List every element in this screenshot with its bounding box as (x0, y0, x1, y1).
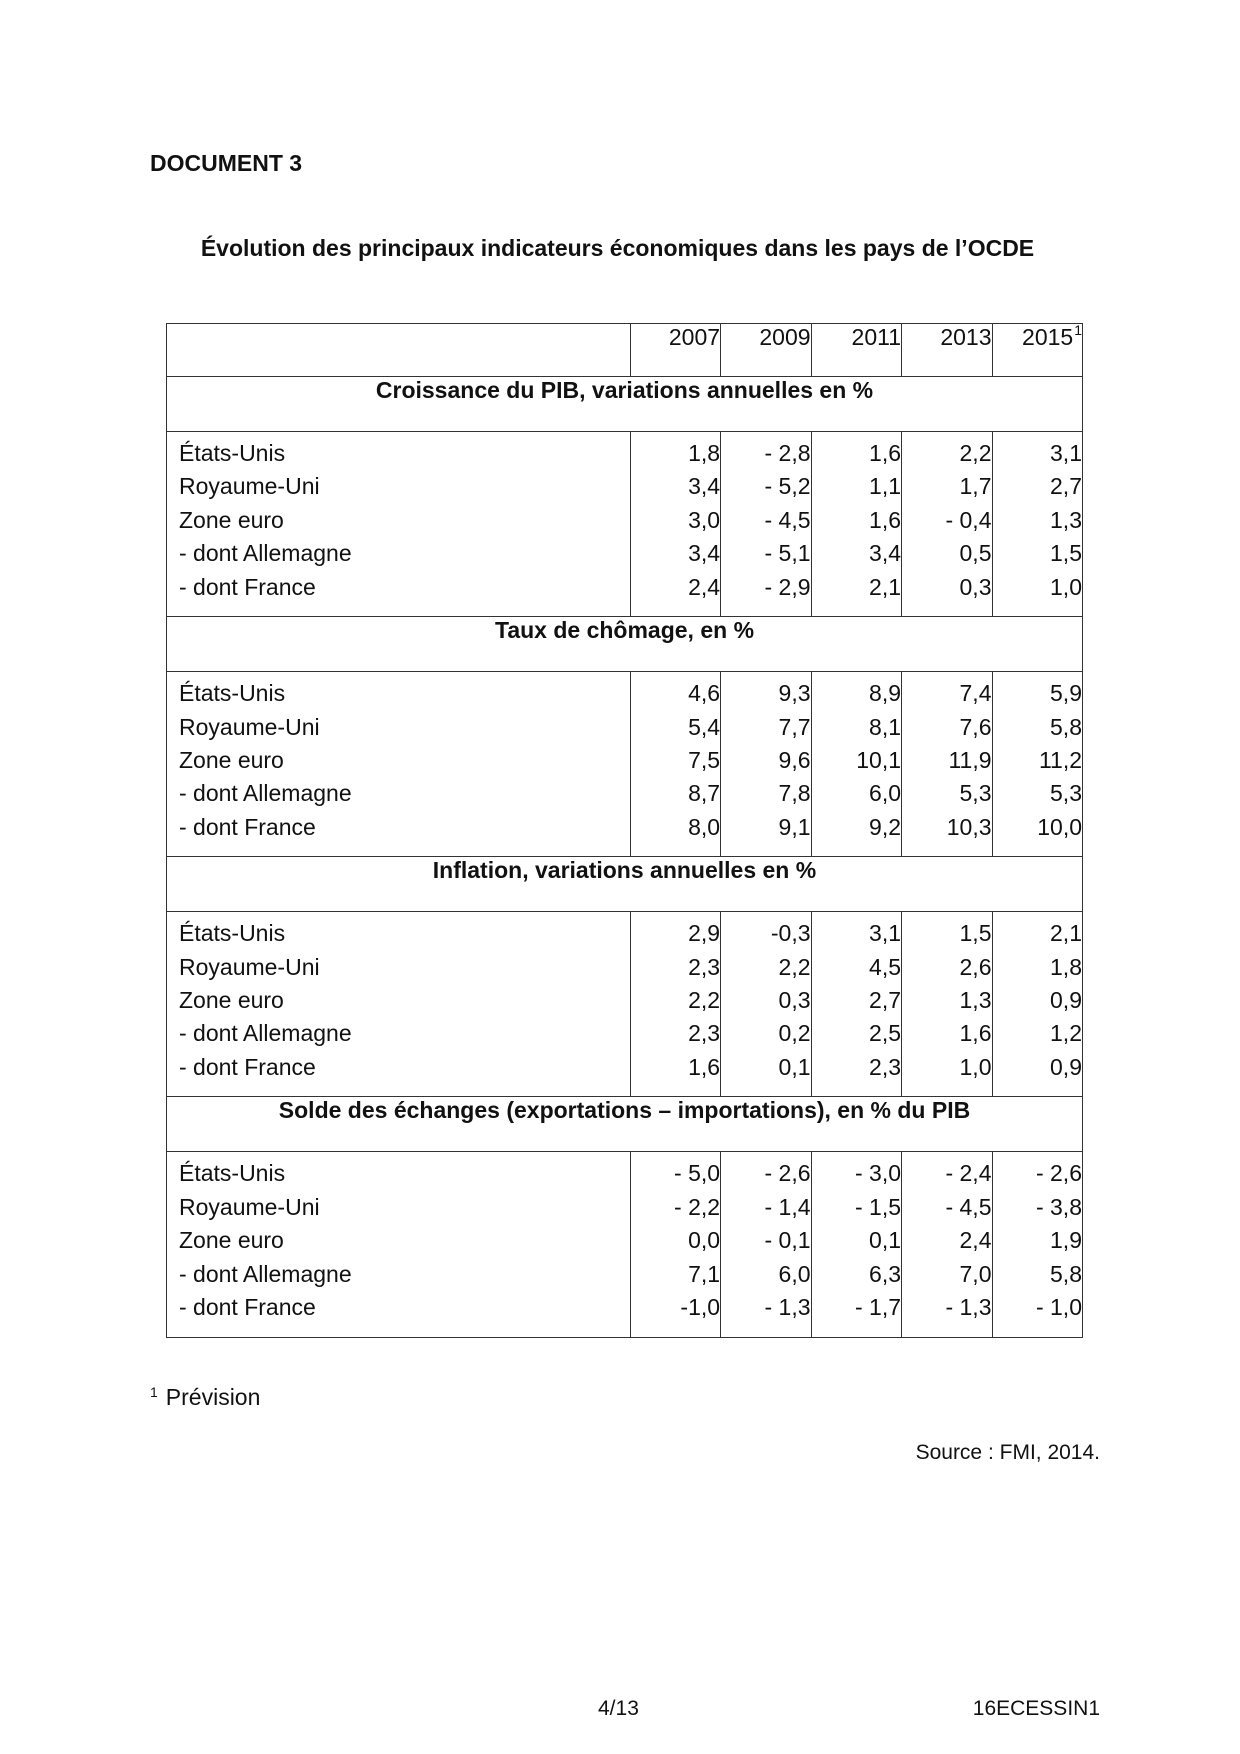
value-cell: 0,0 (630, 1224, 720, 1257)
value-cell: 3,1 (811, 912, 901, 951)
table-row (167, 1258, 1083, 1291)
value-cell: 2,1 (811, 571, 901, 617)
table-row (167, 951, 1083, 984)
value-cell: 1,0 (992, 571, 1083, 617)
value-cell: 2,5 (811, 1017, 901, 1050)
value-cell: 1,3 (992, 504, 1083, 537)
value-cell: 7,1 (630, 1258, 720, 1291)
value-cell: - 1,5 (811, 1191, 901, 1224)
value-cell: 5,3 (992, 777, 1083, 810)
value-cell: 2,2 (630, 984, 720, 1017)
value-cell: 9,1 (721, 811, 811, 857)
value-cell: 5,8 (992, 711, 1083, 744)
table-row (167, 984, 1083, 1017)
value-cell: 4,6 (630, 672, 720, 711)
table-row (167, 537, 1083, 570)
value-cell: 0,1 (721, 1051, 811, 1097)
value-cell: -1,0 (630, 1291, 720, 1337)
footnote-ref-mark: 1 (1074, 322, 1082, 338)
value-cell: - 2,9 (721, 571, 811, 617)
year-label: 2009 (759, 324, 811, 350)
table-row (167, 504, 1083, 537)
value-cell: 7,7 (721, 711, 811, 744)
value-cell: - 1,0 (992, 1291, 1083, 1337)
table-row (167, 777, 1083, 810)
header-empty-cell (167, 324, 631, 377)
footnote (150, 1384, 260, 1411)
value-cell: 6,0 (721, 1258, 811, 1291)
row-label-cell: Royaume-Uni (167, 470, 631, 503)
value-cell: 2,3 (630, 951, 720, 984)
table-row (167, 571, 1083, 617)
value-cell: 0,3 (721, 984, 811, 1017)
value-cell: 1,8 (992, 951, 1083, 984)
value-cell: 8,0 (630, 811, 720, 857)
value-cell: 3,4 (811, 537, 901, 570)
row-label-cell: - dont France (167, 1051, 631, 1097)
value-cell: 5,4 (630, 711, 720, 744)
value-cell: 9,3 (721, 672, 811, 711)
value-cell: 1,8 (630, 432, 720, 471)
value-cell: 3,0 (630, 504, 720, 537)
table-row (167, 744, 1083, 777)
value-cell: 5,8 (992, 1258, 1083, 1291)
row-label-cell: États-Unis (167, 432, 631, 471)
footnote-mark: 1 (150, 1384, 158, 1400)
value-cell: 1,7 (902, 470, 992, 503)
section-heading-row (167, 1097, 1083, 1152)
row-label-cell: États-Unis (167, 912, 631, 951)
table-row (167, 1152, 1083, 1191)
value-cell: 7,5 (630, 744, 720, 777)
value-cell: 11,9 (902, 744, 992, 777)
value-cell: - 4,5 (721, 504, 811, 537)
value-cell: - 0,4 (902, 504, 992, 537)
value-cell: - 1,7 (811, 1291, 901, 1337)
value-cell: 2,7 (992, 470, 1083, 503)
table-row (167, 811, 1083, 857)
value-cell: 0,1 (811, 1224, 901, 1257)
year-label: 2007 (668, 324, 721, 350)
section-heading-row (167, 857, 1083, 912)
value-cell: 9,2 (811, 811, 901, 857)
value-cell: 8,9 (811, 672, 901, 711)
value-cell: - 5,2 (721, 470, 811, 503)
row-label-cell: Zone euro (167, 504, 631, 537)
value-cell: - 1,4 (721, 1191, 811, 1224)
value-cell: 1,6 (811, 432, 901, 471)
value-cell: 2,3 (811, 1051, 901, 1097)
value-cell: 10,1 (811, 744, 901, 777)
value-cell: 1,0 (902, 1051, 992, 1097)
section-heading: Solde des échanges (exportations – importations), en % du PIB (167, 1097, 1083, 1152)
table-row (167, 672, 1083, 711)
value-cell: 0,3 (902, 571, 992, 617)
value-cell: 7,8 (721, 777, 811, 810)
document-label: DOCUMENT 3 (150, 150, 303, 176)
document-code: 16ECESSIN1 (972, 1697, 1100, 1720)
value-cell: - 5,0 (630, 1152, 720, 1191)
table-row (167, 432, 1083, 471)
value-cell: 0,2 (721, 1017, 811, 1050)
row-label-cell: - dont Allemagne (167, 537, 631, 570)
row-label-cell: - dont France (167, 811, 631, 857)
year-header-cell (902, 324, 992, 377)
value-cell: 2,2 (721, 951, 811, 984)
value-cell: 3,1 (992, 432, 1083, 471)
value-cell: 2,9 (630, 912, 720, 951)
value-cell: 1,5 (902, 912, 992, 951)
value-cell: - 2,6 (721, 1152, 811, 1191)
source-note: Source : FMI, 2014. (915, 1441, 1100, 1464)
value-cell: 2,4 (630, 571, 720, 617)
value-cell: - 0,1 (721, 1224, 811, 1257)
year-label: 2011 (851, 324, 902, 350)
value-cell: 1,9 (992, 1224, 1083, 1257)
value-cell: 2,7 (811, 984, 901, 1017)
row-label-cell: États-Unis (167, 672, 631, 711)
value-cell: -0,3 (721, 912, 811, 951)
indicators-table (166, 323, 1083, 1338)
row-label-cell: - dont Allemagne (167, 1017, 631, 1050)
header-row (167, 324, 1083, 377)
value-cell: 8,1 (811, 711, 901, 744)
value-cell: 6,3 (811, 1258, 901, 1291)
row-label-cell: - dont France (167, 571, 631, 617)
value-cell: 1,6 (630, 1051, 720, 1097)
value-cell: 2,1 (992, 912, 1083, 951)
year-header-cell (811, 324, 901, 377)
section-heading: Croissance du PIB, variations annuelles en % (167, 377, 1083, 432)
row-label-cell: Zone euro (167, 1224, 631, 1257)
row-label-cell: - dont Allemagne (167, 777, 631, 810)
row-label-cell: - dont France (167, 1291, 631, 1337)
year-header-cell (630, 324, 720, 377)
section-heading: Inflation, variations annuelles en % (167, 857, 1083, 912)
row-label-cell: Royaume-Uni (167, 951, 631, 984)
value-cell: 2,2 (902, 432, 992, 471)
value-cell: 5,3 (902, 777, 992, 810)
row-label-cell: Royaume-Uni (167, 711, 631, 744)
value-cell: 9,6 (721, 744, 811, 777)
table-row (167, 1051, 1083, 1097)
document-title: Évolution des principaux indicateurs économiques dans les pays de l’OCDE (200, 235, 1035, 261)
value-cell: 0,9 (992, 1051, 1083, 1097)
row-label-cell: - dont Allemagne (167, 1258, 631, 1291)
table-row (167, 1291, 1083, 1337)
row-label-cell: Zone euro (167, 984, 631, 1017)
value-cell: - 3,0 (811, 1152, 901, 1191)
table-row (167, 470, 1083, 503)
value-cell: - 1,3 (902, 1291, 992, 1337)
value-cell: 1,2 (992, 1017, 1083, 1050)
value-cell: - 2,2 (630, 1191, 720, 1224)
row-label-cell: Zone euro (167, 744, 631, 777)
table-row (167, 1017, 1083, 1050)
value-cell: 1,6 (811, 504, 901, 537)
value-cell: 5,9 (992, 672, 1083, 711)
year-header-cell (721, 324, 811, 377)
value-cell: - 2,4 (902, 1152, 992, 1191)
value-cell: 10,0 (992, 811, 1083, 857)
value-cell: 1,3 (902, 984, 992, 1017)
value-cell: 11,2 (992, 744, 1083, 777)
value-cell: - 2,8 (721, 432, 811, 471)
value-cell: 1,1 (811, 470, 901, 503)
value-cell: - 2,6 (992, 1152, 1083, 1191)
year-label: 2013 (940, 324, 992, 350)
value-cell: 4,5 (811, 951, 901, 984)
value-cell: 7,0 (902, 1258, 992, 1291)
page-number: 4/13 (598, 1697, 639, 1720)
value-cell: - 5,1 (721, 537, 811, 570)
section-heading-row (167, 377, 1083, 432)
table-row (167, 711, 1083, 744)
value-cell: 1,6 (902, 1017, 992, 1050)
year-header-cell (992, 324, 1083, 377)
value-cell: 2,4 (902, 1224, 992, 1257)
footnote-text: Prévision (165, 1384, 261, 1410)
section-heading-row (167, 617, 1083, 672)
value-cell: 3,4 (630, 537, 720, 570)
table-row (167, 912, 1083, 951)
value-cell: 0,5 (902, 537, 992, 570)
value-cell: 10,3 (902, 811, 992, 857)
value-cell: - 1,3 (721, 1291, 811, 1337)
value-cell: 2,3 (630, 1017, 720, 1050)
value-cell: 1,5 (992, 537, 1083, 570)
value-cell: 7,6 (902, 711, 992, 744)
value-cell: - 4,5 (902, 1191, 992, 1224)
year-label: 2015 (1022, 324, 1074, 350)
value-cell: - 3,8 (992, 1191, 1083, 1224)
table-row (167, 1224, 1083, 1257)
value-cell: 3,4 (630, 470, 720, 503)
value-cell: 7,4 (902, 672, 992, 711)
value-cell: 0,9 (992, 984, 1083, 1017)
table-row (167, 1191, 1083, 1224)
value-cell: 8,7 (630, 777, 720, 810)
row-label-cell: États-Unis (167, 1152, 631, 1191)
value-cell: 6,0 (811, 777, 901, 810)
row-label-cell: Royaume-Uni (167, 1191, 631, 1224)
section-heading: Taux de chômage, en % (167, 617, 1083, 672)
value-cell: 2,6 (902, 951, 992, 984)
